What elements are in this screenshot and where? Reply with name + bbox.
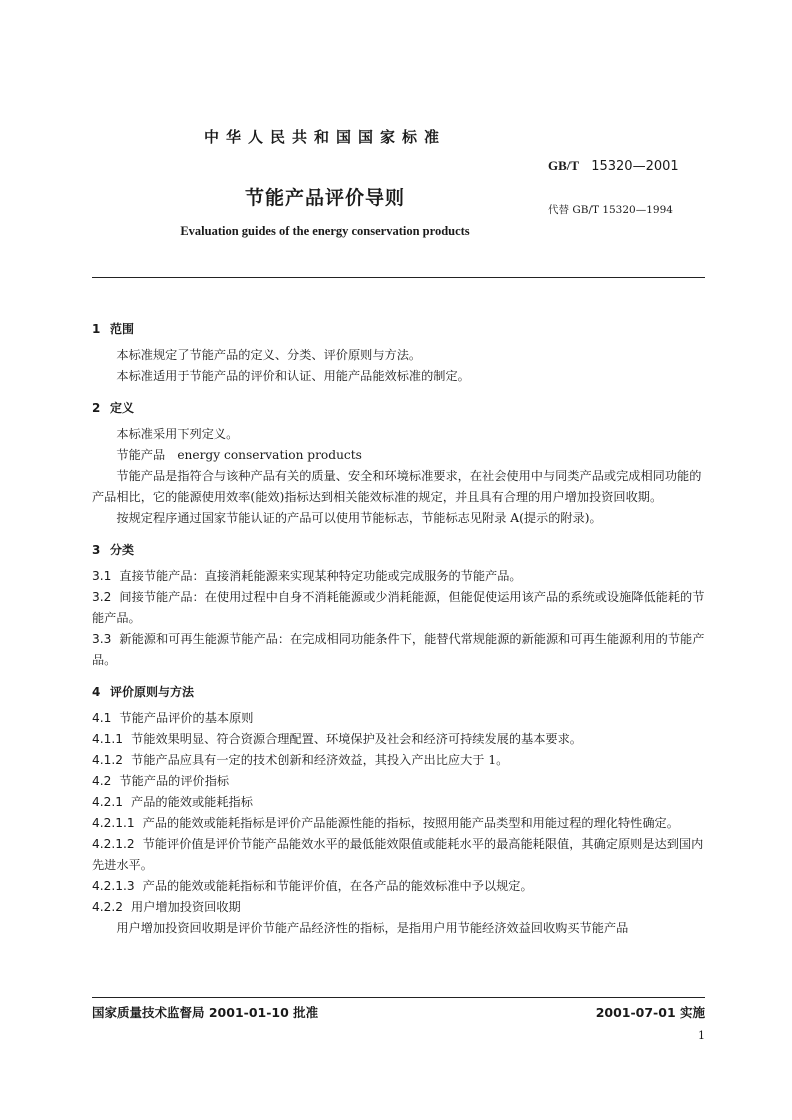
replaces-note: 代替 GB/T 15320—1994 [548,204,673,216]
standard-code-prefix: GB/T [548,158,580,173]
section-number: 4 [92,685,101,699]
paragraph: 本标准适用于节能产品的评价和认证、用能产品能效标准的制定。 [116,369,470,383]
clause [92,834,705,876]
clause [92,566,705,587]
standard-code [548,158,679,174]
clause [92,897,705,918]
clause-number: 3.2 [92,590,112,604]
section-title: 评价原则与方法 [110,685,195,699]
header-divider [92,277,705,278]
clause [92,729,705,750]
standard-code-number: 15320—2001 [591,159,679,174]
section-spacer [92,671,705,677]
clause-number: 4.2 [92,774,112,788]
clause-number: 4.2.1.2 [92,837,135,851]
clause-number: 3.3 [92,632,112,646]
clause-number: 3.1 [92,569,112,583]
section-spacer [92,387,705,393]
paragraph: 用户增加投资回收期是评价节能产品经济性的指标，是指用户用节能经济效益回收购买节能产品 [116,921,629,935]
clause-text: 产品的能效或能耗指标 [131,795,253,809]
document-body [92,314,705,945]
clause [92,771,705,792]
paragraph: 本标准采用下列定义。 [116,427,239,441]
clause-number: 4.2.1.1 [92,816,135,830]
paragraph: 本标准规定了节能产品的定义、分类、评价原则与方法。 [116,348,422,362]
clause [92,587,705,629]
section-heading [92,683,705,700]
footer-divider [92,997,705,998]
clause [92,813,705,834]
clause [92,750,705,771]
section-title: 定义 [110,401,135,415]
section-spacer [92,529,705,535]
clause-text: 新能源和可再生能源节能产品：在完成相同功能条件下，能替代常规能源的新能源和可再生能源利用的节能产品。 [92,632,705,667]
section-number: 3 [92,543,101,557]
clause [92,876,705,897]
clause-text: 节能产品应具有一定的技术创新和经济效益，其投入产出比应大于 1。 [131,753,509,767]
section-title: 分类 [110,543,135,557]
clause-number: 4.1.2 [92,753,124,767]
section-heading [92,399,705,416]
clause-text: 节能产品的评价指标 [119,774,230,788]
paragraph: 节能产品是指符合与该种产品有关的质量、安全和环境标准要求，在社会使用中与同类产品或完成相同功能的产品相比，它的能源使用效率(能效)指标达到相关能效标准的规定，并且具有合理的用户增加投资回收期。 [92,469,702,504]
document-title: 节能产品评价导则 [244,187,405,209]
page-number: 1 [698,1029,705,1042]
clause-number: 4.2.2 [92,900,124,914]
effective-date: 2001-07-01 实施 [595,1005,705,1020]
english-title: Evaluation guides of the energy conservation products [180,224,470,238]
clause-text: 直接节能产品：直接消耗能源来实现某种特定功能或完成服务的节能产品。 [119,569,522,583]
clause [92,708,705,729]
section-title: 范围 [110,322,135,336]
clause-text: 间接节能产品：在使用过程中自身不消耗能源或少消耗能源，但能促使运用该产品的系统或设施降低能耗的节能产品。 [92,590,705,625]
clause-text: 产品的能效或能耗指标和节能评价值，在各产品的能效标准中予以规定。 [142,879,533,893]
section-spacer [92,939,705,945]
clause-number: 4.2.1.3 [92,879,135,893]
paragraph: 按规定程序通过国家节能认证的产品可以使用节能标志，节能标志见附录 A(提示的附录)。 [116,511,602,525]
clause-text: 节能产品评价的基本原则 [119,711,254,725]
section-number: 2 [92,401,101,415]
clause [92,629,705,671]
section-heading [92,320,705,337]
approval-note: 国家质量技术监督局 2001-01-10 批准 [92,1005,319,1020]
clause-text: 产品的能效或能耗指标是评价产品能源性能的指标，按照用能产品类型和用能过程的理化特性确定。 [142,816,679,830]
clause-number: 4.2.1 [92,795,124,809]
clause-text: 节能评价值是评价节能产品能效水平的最低能效限值或能耗水平的最高能耗限值，其确定原则是达到国内先进水平。 [92,837,704,872]
section-heading [92,541,705,558]
paragraph: 节能产品 energy conservation products [116,448,362,462]
clause-number: 4.1 [92,711,112,725]
clause-text: 用户增加投资回收期 [131,900,241,914]
section-number: 1 [92,322,101,336]
clause-number: 4.1.1 [92,732,124,746]
clause-text: 节能效果明显、符合资源合理配置、环境保护及社会和经济可持续发展的基本要求。 [131,732,582,746]
clause [92,792,705,813]
standard-type-header: 中华人民共和国国家标准 [203,128,446,146]
